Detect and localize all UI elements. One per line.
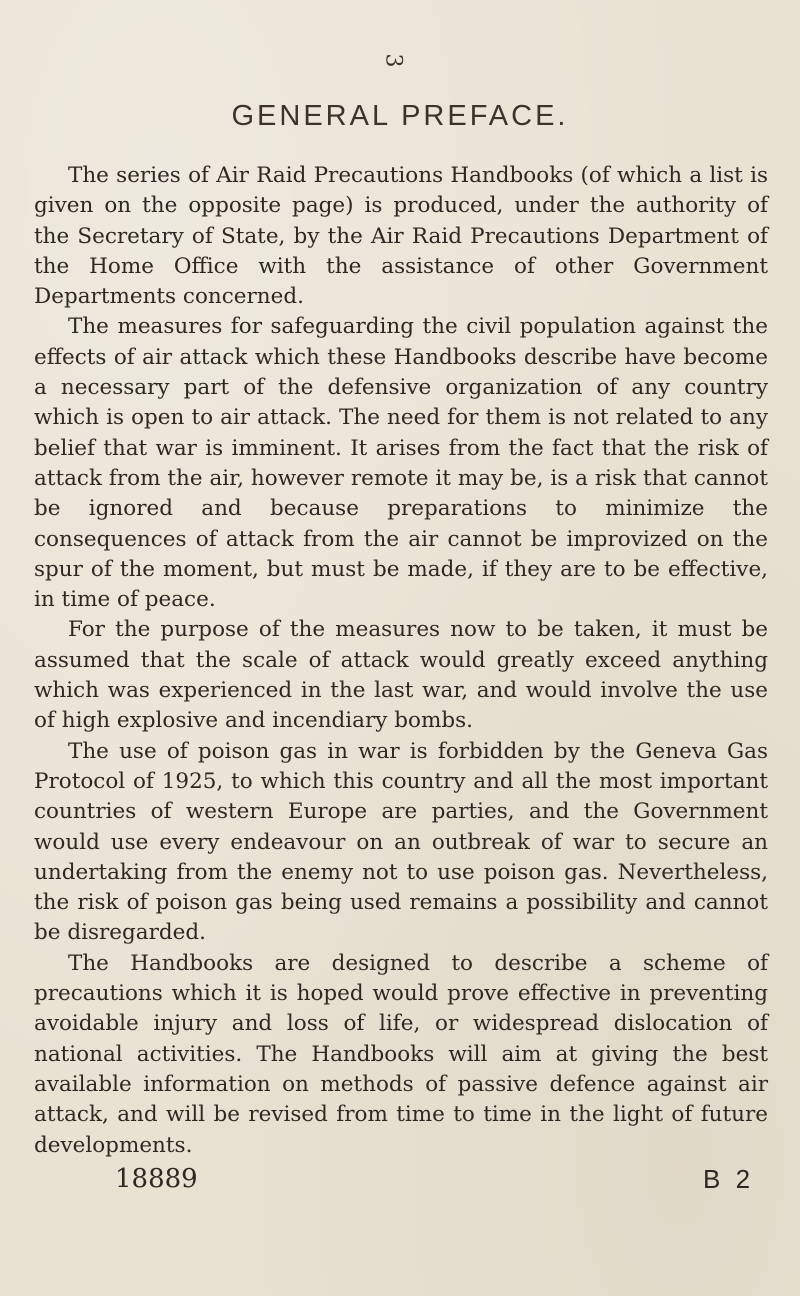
signature-mark: B 2 [703,1164,755,1194]
page-title: GENERAL PREFACE. [231,100,569,132]
paragraph: The series of Air Raid Precautions Handbooks (of which a list is given on the opposite page) is produced, under the authority of the Secretary of State, by the Air Raid Precautions Department of the Home Office with the assistance of other Government Departments concerned. [34,163,768,310]
preface-body [34,161,768,1161]
paragraph: The measures for safeguarding the civil population against the effects of air attack which these Handbooks describe have become a necessary part of the defensive organization of any country which is open to air attack. The need for them is not related to any belief that war is imminent. It arises from the fact that the risk of attack from the air, however remote it may be, is a risk that cannot be ignored and because preparations to minimize the consequences of attack from the air cannot be improvized on the spur of the moment, but must be made, if they are to be effective, in time of peace. [34,314,768,613]
paragraph: The Handbooks are designed to describe a scheme of precautions which it is hoped would prove effective in preventing avoidable injury and loss of life, or widespread dislocation of national activities. The Handbooks will aim at giving the best available information on methods of passive defence against air attack, and will be revised from time to time in the light of future developments. [34,950,768,1158]
paragraph: The use of poison gas in war is forbidden by the Geneva Gas Protocol of 1925, to which this country and all the most important countries of western Europe are parties, and the Government would use every endeavour on an outbreak of war to secure an undertaking from the enemy not to use poison gas. Nevertheless, the risk of poison gas being used remains a possibility and cannot be disregarded. [34,738,768,946]
print-number: 18889 [115,1164,198,1194]
paragraph: For the purpose of the measures now to be taken, it must be assumed that the scale of attack would greatly exceed anything which was experienced in the last war, and would involve the use of high explosive and incendiary bombs. [34,617,768,734]
page-number: 3 [380,53,406,68]
